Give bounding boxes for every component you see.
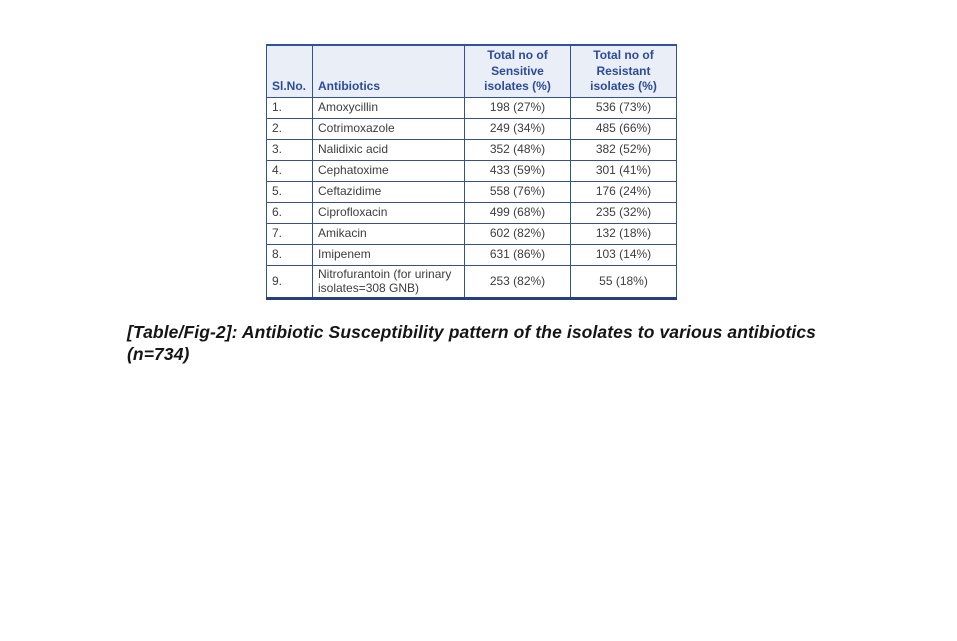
cell-sensitive: 198 (27%): [465, 97, 571, 118]
table-body: [267, 97, 677, 299]
table-row: [267, 118, 677, 139]
cell-slno: 8.: [267, 244, 313, 265]
column-header-slno: Sl.No.: [267, 45, 313, 97]
column-header-antibiotics: Antibiotics: [313, 45, 465, 97]
table-header-row: [267, 45, 677, 97]
cell-slno: 6.: [267, 202, 313, 223]
cell-sensitive: 249 (34%): [465, 118, 571, 139]
cell-antibiotic: Cephatoxime: [313, 160, 465, 181]
table-row: [267, 244, 677, 265]
column-header-resistant: Total no of Resistant isolates (%): [571, 45, 677, 97]
table-row: [267, 265, 677, 299]
table-header: [267, 45, 677, 97]
cell-resistant: 176 (24%): [571, 181, 677, 202]
cell-resistant: 103 (14%): [571, 244, 677, 265]
table-row: [267, 139, 677, 160]
cell-resistant: 382 (52%): [571, 139, 677, 160]
cell-resistant: 485 (66%): [571, 118, 677, 139]
table-row: [267, 97, 677, 118]
column-header-sensitive: Total no of Sensitive isolates (%): [465, 45, 571, 97]
cell-sensitive: 253 (82%): [465, 265, 571, 299]
cell-slno: 2.: [267, 118, 313, 139]
cell-slno: 1.: [267, 97, 313, 118]
cell-antibiotic: Imipenem: [313, 244, 465, 265]
cell-antibiotic: Ceftazidime: [313, 181, 465, 202]
table-row: [267, 181, 677, 202]
cell-sensitive: 433 (59%): [465, 160, 571, 181]
cell-antibiotic: Ciprofloxacin: [313, 202, 465, 223]
cell-resistant: 536 (73%): [571, 97, 677, 118]
cell-resistant: 55 (18%): [571, 265, 677, 299]
cell-antibiotic: Nalidixic acid: [313, 139, 465, 160]
cell-sensitive: 602 (82%): [465, 223, 571, 244]
antibiotic-susceptibility-table: [266, 44, 677, 300]
cell-antibiotic: Amoxycillin: [313, 97, 465, 118]
cell-slno: 5.: [267, 181, 313, 202]
cell-slno: 9.: [267, 265, 313, 299]
table-row: [267, 160, 677, 181]
cell-sensitive: 499 (68%): [465, 202, 571, 223]
cell-sensitive: 352 (48%): [465, 139, 571, 160]
cell-antibiotic: Nitrofurantoin (for urinary isolates=308 GNB): [313, 265, 465, 299]
cell-resistant: 132 (18%): [571, 223, 677, 244]
table-row: [267, 223, 677, 244]
cell-antibiotic: Cotrimoxazole: [313, 118, 465, 139]
cell-resistant: 235 (32%): [571, 202, 677, 223]
table-row: [267, 202, 677, 223]
cell-sensitive: 558 (76%): [465, 181, 571, 202]
cell-slno: 7.: [267, 223, 313, 244]
cell-antibiotic: Amikacin: [313, 223, 465, 244]
figure-caption: [Table/Fig-2]: Antibiotic Susceptibility pattern of the isolates to various antibiotics (n=734): [127, 322, 816, 365]
cell-sensitive: 631 (86%): [465, 244, 571, 265]
cell-resistant: 301 (41%): [571, 160, 677, 181]
cell-slno: 3.: [267, 139, 313, 160]
cell-slno: 4.: [267, 160, 313, 181]
